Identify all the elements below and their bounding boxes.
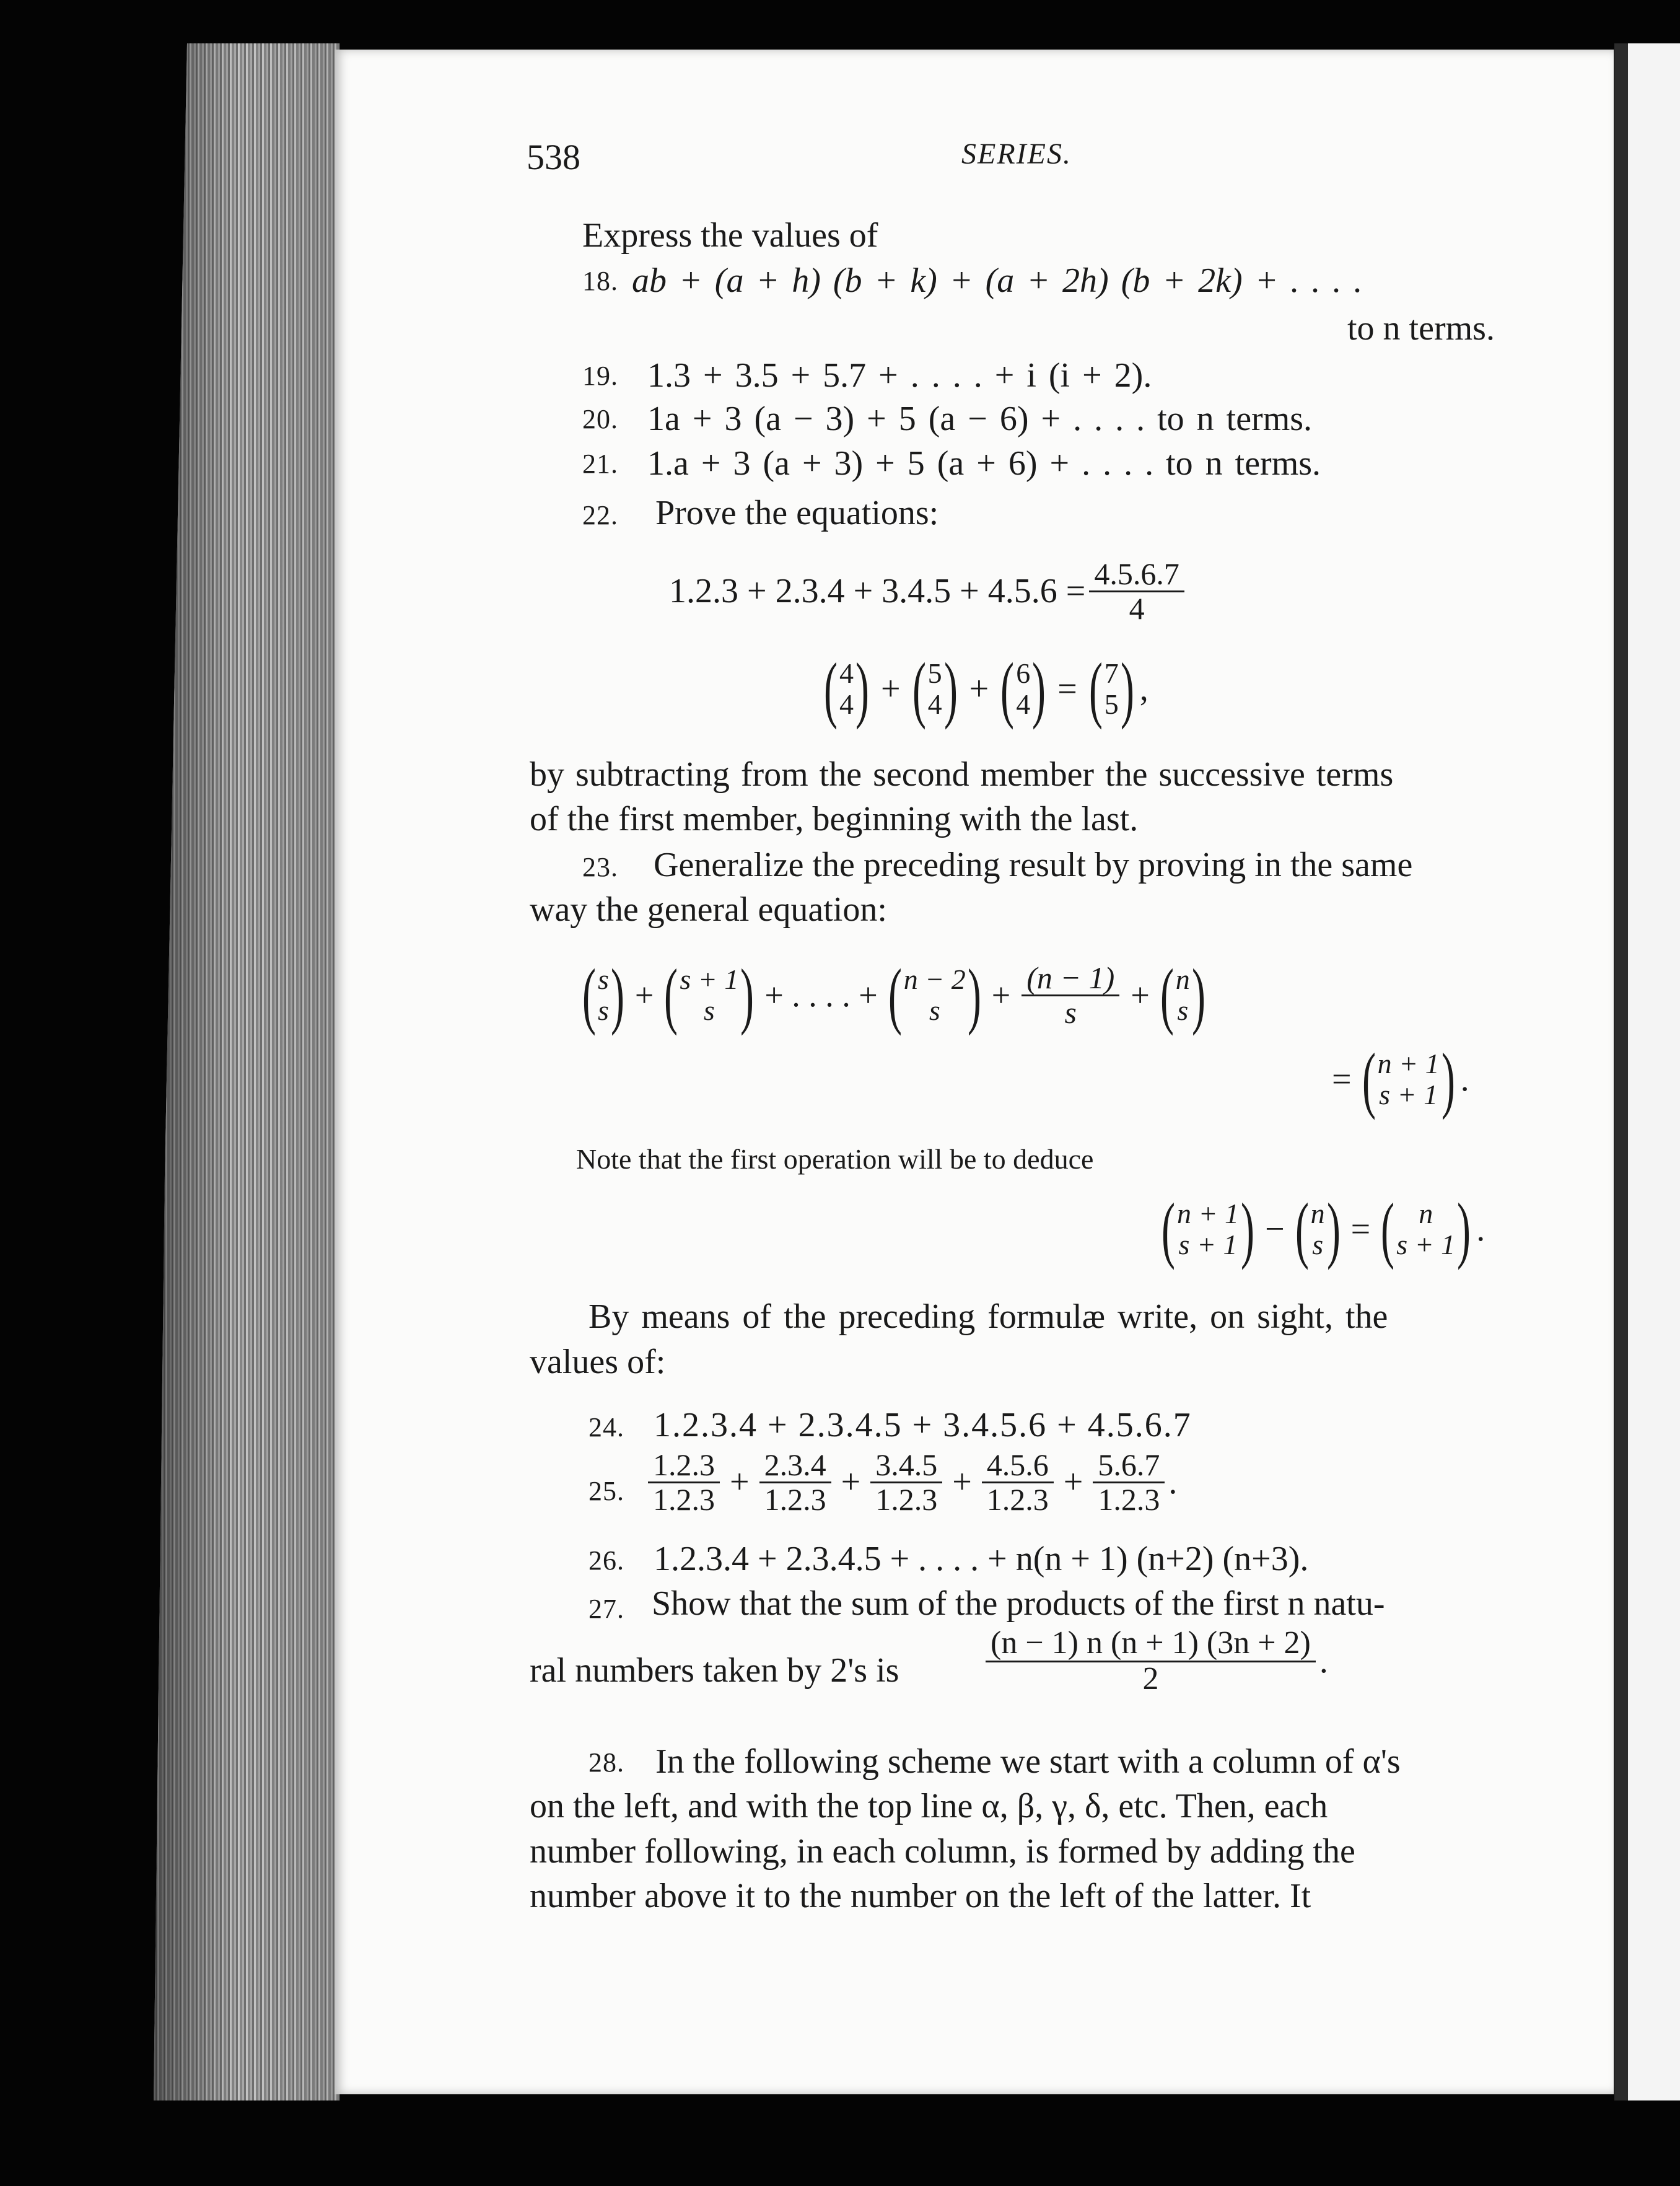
- problem-25-expression: [644, 1449, 1177, 1516]
- binomial-n-s: [1160, 962, 1206, 1028]
- period: .: [1168, 1463, 1178, 1501]
- binom-top: ( n + 1: [1177, 1198, 1240, 1229]
- fraction-numerator: 4.5.6: [982, 1449, 1054, 1483]
- p25-fraction: [648, 1449, 720, 1516]
- fraction-denominator: 1.2.3: [986, 1481, 1049, 1517]
- binomial-5-4: [912, 656, 958, 722]
- binom-bottom: s + 1: [1178, 1228, 1238, 1260]
- plus-sign: +: [881, 669, 901, 708]
- binomial-s1-s: [663, 962, 755, 1028]
- p25-fraction: [759, 1449, 831, 1516]
- problem-19-number: 19.: [582, 361, 618, 391]
- page-number: 538: [527, 137, 580, 177]
- binomial-6-4: [1000, 656, 1046, 722]
- subtracting-line-1: by subtracting from the second member the successive terms: [530, 755, 1394, 794]
- p25-fraction: [1093, 1449, 1165, 1516]
- problem-28-number: 28.: [588, 1747, 624, 1778]
- binomial-7-5: [1088, 656, 1135, 722]
- problem-25-number: 25.: [588, 1476, 624, 1506]
- adjacent-page-edge: [1614, 43, 1680, 2100]
- equation-2: [821, 656, 1148, 722]
- period: .: [1319, 1642, 1328, 1681]
- fraction-numerator: (n − 1): [1022, 962, 1119, 996]
- plus-sign: +: [991, 977, 1011, 1014]
- binomial-n-s: [1295, 1196, 1341, 1262]
- means-line-2: values of:: [530, 1343, 666, 1381]
- ellipsis-terms: + . . . . +: [764, 977, 878, 1014]
- problem-27-text-2: ral numbers taken by 2's is: [530, 1651, 899, 1690]
- problem-22-text: Prove the equations:: [655, 494, 939, 532]
- problem-19-expression: 1.3 + 3.5 + 5.7 + . . . . + i (i + 2).: [647, 356, 1152, 395]
- binomial-n1-s1: [1161, 1196, 1255, 1262]
- problem-28-line-2: on the left, and with the top line α, β, γ, δ, etc. Then, each: [530, 1787, 1328, 1825]
- fraction-n1-s: [1022, 962, 1119, 1029]
- problem-28-line-1: In the following scheme we start with a column of α's: [655, 1742, 1401, 1781]
- comma: ,: [1139, 669, 1148, 708]
- general-equation: [579, 962, 1209, 1029]
- deduce-equation: [1158, 1196, 1485, 1262]
- problem-23-text: Generalize the preceding result by proving in the same: [654, 846, 1413, 884]
- fraction-numerator: 1.2.3: [648, 1449, 720, 1483]
- period: .: [1460, 1060, 1469, 1099]
- binom-bottom: 5: [1104, 688, 1119, 720]
- equation-1-numerator: 4.5.6.7: [1089, 558, 1184, 592]
- fraction-numerator: 3.4.5: [870, 1449, 942, 1483]
- fraction-denominator: 1.2.3: [764, 1481, 826, 1517]
- problem-20-expression: 1a + 3 (a − 3) + 5 (a − 6) + . . . . to n terms.: [647, 400, 1313, 438]
- fraction-numerator: 5.6.7: [1093, 1449, 1165, 1483]
- fraction-denominator: 1.2.3: [1098, 1481, 1160, 1517]
- plus-sign: +: [1063, 1463, 1083, 1501]
- problem-27-text: Show that the sum of the products of the first n natu-: [652, 1584, 1385, 1623]
- means-line-1: By means of the preceding formulæ write, on sight, the: [588, 1297, 1388, 1336]
- problem-27-fraction: [986, 1626, 1316, 1696]
- binom-bottom: s: [598, 994, 609, 1026]
- binom-top: ( n: [1310, 1198, 1325, 1229]
- problem-23-text-2: way the general equation:: [530, 890, 887, 929]
- period: .: [1476, 1209, 1485, 1249]
- binom-top: ( s: [598, 964, 609, 996]
- binom-top: ( s + 1: [680, 964, 739, 996]
- plus-sign: +: [969, 669, 989, 708]
- minus-sign: −: [1265, 1209, 1285, 1249]
- note-line: Note that the first operation will be to deduce: [576, 1143, 1094, 1175]
- binomial-s-s: [582, 962, 625, 1028]
- p25-fraction: [870, 1449, 942, 1516]
- binom-top: ( 4: [839, 657, 854, 689]
- problem-21-number: 21.: [582, 449, 618, 479]
- equation-1-denominator: 4: [1129, 590, 1145, 626]
- binom-top: ( n + 1: [1377, 1048, 1440, 1079]
- problem-21-expression: 1.a + 3 (a + 3) + 5 (a + 6) + . . . . to n terms.: [647, 444, 1321, 483]
- problem-26-expression: 1.2.3.4 + 2.3.4.5 + . . . . + n(n + 1) (n+2) (n+3).: [654, 1540, 1309, 1578]
- plus-sign: +: [952, 1463, 972, 1501]
- binom-bottom: 4: [927, 688, 942, 720]
- fraction-denominator: 2: [1142, 1661, 1159, 1697]
- problem-18-tail: to n terms.: [1347, 309, 1495, 348]
- page-header-title: SERIES.: [961, 138, 1072, 170]
- general-equation-rhs: [1332, 1046, 1469, 1112]
- binom-top: ( 7: [1104, 657, 1119, 689]
- binom-bottom: 4: [1016, 688, 1031, 720]
- subtracting-line-2: of the first member, beginning with the last.: [530, 800, 1139, 838]
- fraction-numerator: 2.3.4: [759, 1449, 831, 1483]
- binom-bottom: s: [1177, 994, 1189, 1026]
- binom-bottom: s + 1: [1396, 1228, 1456, 1260]
- problem-27-formula: [982, 1626, 1328, 1696]
- problem-20-number: 20.: [582, 404, 618, 434]
- equals-sign: =: [1350, 1209, 1371, 1249]
- binomial-n1-s1: [1362, 1046, 1456, 1112]
- problem-27-number: 27.: [588, 1594, 624, 1624]
- binom-top: ( n: [1175, 964, 1190, 996]
- binom-top: ( n − 2: [903, 964, 966, 996]
- fraction-numerator: (n − 1) n (n + 1) (3n + 2): [986, 1626, 1316, 1662]
- binomial-n2-s: [888, 962, 982, 1028]
- plus-sign: +: [730, 1463, 750, 1501]
- plus-sign: +: [841, 1463, 861, 1501]
- fraction-denominator: 1.2.3: [653, 1481, 715, 1517]
- problem-24-expression: 1.2.3.4 + 2.3.4.5 + 3.4.5.6 + 4.5.6.7: [654, 1406, 1192, 1444]
- binom-bottom: s: [1312, 1228, 1324, 1260]
- equation-1: [669, 558, 1188, 625]
- plus-sign: +: [634, 977, 654, 1014]
- problem-28-line-3: number following, in each column, is formed by adding the: [530, 1832, 1355, 1871]
- fraction-denominator: s: [1064, 994, 1077, 1030]
- equals-sign: =: [1057, 669, 1077, 708]
- binom-top: ( 6: [1016, 657, 1031, 689]
- problem-22-number: 22.: [582, 500, 618, 530]
- intro-line: Express the values of: [582, 216, 878, 255]
- binomial-4-4: [823, 656, 870, 722]
- binom-bottom: 4: [839, 688, 854, 720]
- problem-18-expression: ab + (a + h) (b + k) + (a + 2h) (b + 2k) + . . . .: [632, 261, 1363, 300]
- binom-top: ( n: [1419, 1198, 1433, 1229]
- binom-bottom: s + 1: [1379, 1078, 1438, 1110]
- binom-bottom: s: [703, 994, 715, 1026]
- problem-24-number: 24.: [588, 1412, 624, 1442]
- problem-28-line-4: number above it to the number on the left of the latter. It: [530, 1877, 1311, 1915]
- book-page-edges: [154, 43, 339, 2100]
- problem-23-number: 23.: [582, 852, 618, 882]
- binomial-n-s1: [1380, 1196, 1471, 1262]
- fraction-denominator: 1.2.3: [875, 1481, 938, 1517]
- problem-26-number: 26.: [588, 1545, 624, 1576]
- equation-1-lhs: 1.2.3 + 2.3.4 + 3.4.5 + 4.5.6 =: [669, 572, 1086, 610]
- equation-1-fraction: [1089, 558, 1184, 625]
- p25-fraction: [982, 1449, 1054, 1516]
- problem-18-number: 18.: [582, 266, 618, 296]
- plus-sign: +: [1131, 977, 1150, 1014]
- equals-sign: =: [1332, 1060, 1352, 1099]
- binom-top: ( 5: [927, 657, 942, 689]
- binom-bottom: s: [929, 994, 940, 1026]
